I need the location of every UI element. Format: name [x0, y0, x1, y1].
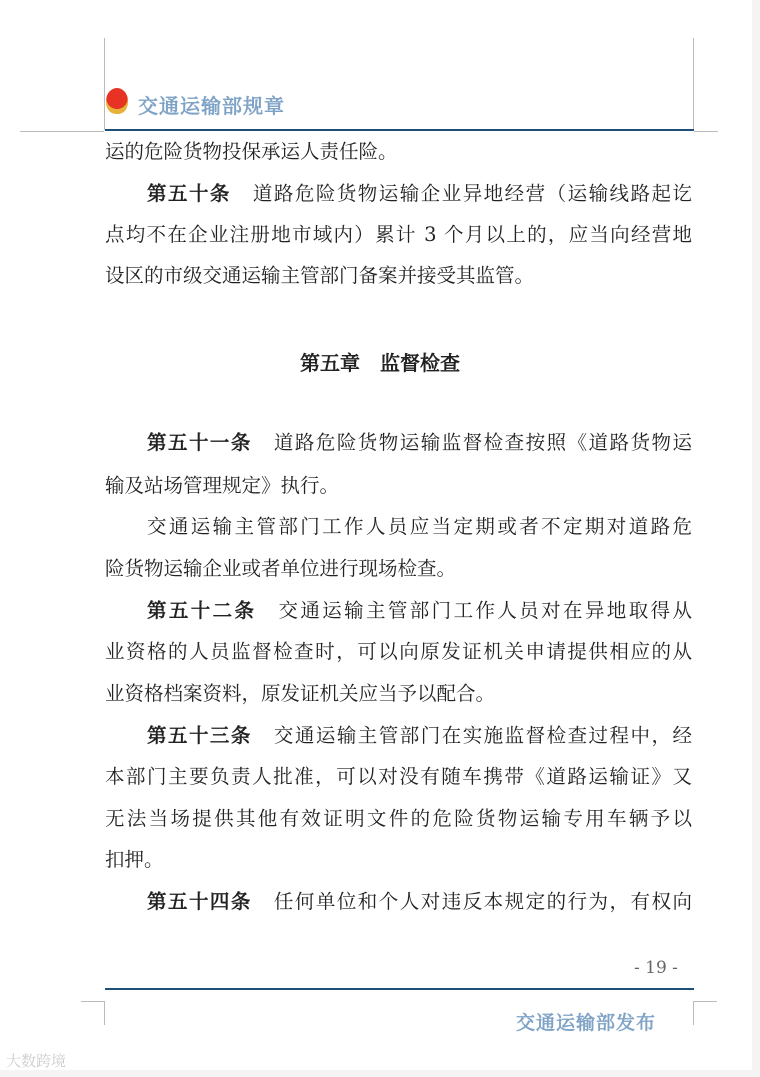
- chapter-heading: 第五章 监督检查: [300, 351, 460, 375]
- line-text: 无法当场提供其他有效证明文件的危险货物运输专用车辆予以: [105, 807, 692, 830]
- crop-mark: [693, 1001, 694, 1025]
- line-text: 设区的市级交通运输主管部门备案并接受其监管。: [105, 264, 535, 287]
- text-line: [147, 430, 692, 456]
- article-number: 第五十条: [147, 182, 231, 205]
- text-line: [105, 681, 692, 707]
- line-text: 本部门主要负责人批准，可以对没有随车携带《道路运输证》又: [105, 765, 692, 788]
- article-number: 第五十二条: [147, 599, 257, 622]
- line-text: 交通运输主管部门在实施监督检查过程中，经: [273, 724, 692, 747]
- line-text: 业资格的人员监督检查时，可以向原发证机关申请提供相应的从: [105, 640, 692, 663]
- text-line: [147, 598, 692, 624]
- text-line: [105, 639, 692, 665]
- line-text: 任何单位和个人对违反本规定的行为，有权向: [273, 890, 692, 913]
- crop-mark: [694, 131, 718, 132]
- footer-rule: [105, 988, 694, 990]
- article-number: 第五十三条: [147, 724, 252, 747]
- text-line: [105, 806, 692, 832]
- line-text: 险货物运输企业或者单位进行现场检查。: [105, 557, 457, 580]
- watermark: 大数跨境: [6, 1052, 67, 1070]
- crop-mark: [104, 1001, 105, 1025]
- text-line: [147, 723, 692, 749]
- line-text: 交通运输主管部门工作人员应当定期或者不定期对道路危: [147, 515, 692, 538]
- line-text: 运的危险货物投保承运人责任险。: [105, 140, 398, 163]
- text-line: [105, 764, 692, 790]
- article-number: 第五十四条: [147, 890, 252, 913]
- text-line: [105, 139, 692, 165]
- line-text: 交通运输主管部门工作人员对在异地取得从: [278, 599, 692, 622]
- text-line: [147, 514, 692, 540]
- header-rule: [105, 129, 694, 131]
- text-line: [105, 222, 692, 248]
- text-line: [105, 556, 692, 582]
- text-line: [105, 263, 692, 289]
- text-line: [147, 889, 692, 915]
- line-text: 点均不在企业注册地市域内）累计 3 个月以上的，应当向经营地: [105, 223, 692, 246]
- header-title: 交通运输部规章: [138, 94, 285, 118]
- line-text: 输及站场管理规定》执行。: [105, 474, 340, 497]
- crop-mark: [693, 38, 694, 130]
- text-line: [147, 181, 692, 207]
- article-number: 第五十一条: [147, 431, 252, 454]
- crop-mark: [81, 1001, 104, 1002]
- text-line: [105, 847, 692, 873]
- line-text: 道路危险货物运输企业异地经营（运输线路起讫: [252, 182, 692, 205]
- crop-mark: [104, 38, 105, 130]
- crop-mark: [20, 131, 104, 132]
- line-text: 业资格档案资料，原发证机关应当予以配合。: [105, 682, 496, 705]
- national-emblem-icon: [106, 88, 128, 114]
- line-text: 扣押。: [105, 848, 164, 871]
- crop-mark: [694, 1001, 717, 1002]
- text-line: [105, 473, 692, 499]
- line-text: 道路危险货物运输监督检查按照《道路货物运: [273, 431, 692, 454]
- footer-publisher: 交通运输部发布: [516, 1012, 657, 1034]
- page-number: - 19 -: [634, 958, 678, 978]
